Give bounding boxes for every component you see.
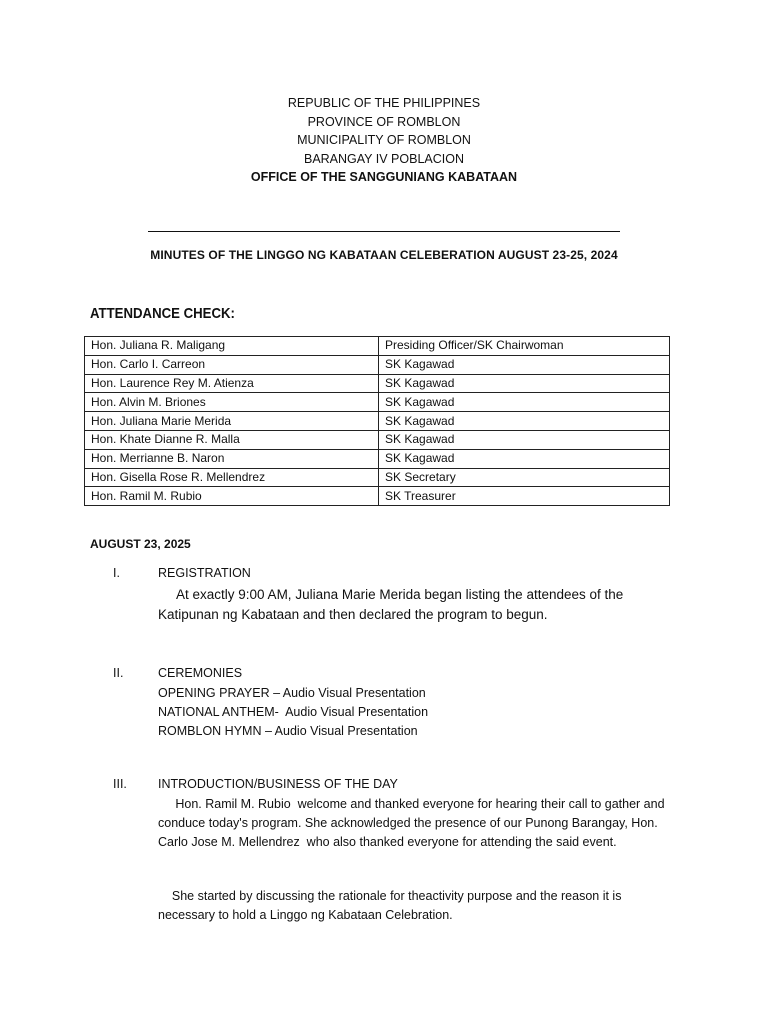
table-row [85,355,670,374]
attendee-position: SK Treasurer [379,487,670,506]
attendee-name: Hon. Merrianne B. Naron [85,449,379,468]
paragraph-line: She started by discussing the rationale for theactivity purpose and the reason it is [158,889,622,903]
attendee-name: Hon. Laurence Rey M. Atienza [85,374,379,393]
minutes-title: MINUTES OF THE LINGGO NG KABATAAN CELEBERATION AUGUST 23-25, 2024 [150,248,618,262]
attendee-position: SK Kagawad [379,412,670,431]
attendance-heading: ATTENDANCE CHECK: [90,305,235,322]
section-number: II. [113,666,124,680]
attendee-name: Hon. Gisella Rose R. Mellendrez [85,468,379,487]
section-number: I. [113,566,120,580]
table-row [85,393,670,412]
attendee-position: SK Kagawad [379,355,670,374]
letterhead-barangay: BARANGAY IV POBLACION [303,151,464,166]
paragraph-line: necessary to hold a Linggo ng Kabataan Celebration. [158,908,453,922]
attendee-position: SK Kagawad [379,393,670,412]
list-item: OPENING PRAYER – Audio Visual Presentation [158,686,426,700]
letterhead-province: PROVINCE OF ROMBLON [307,114,461,129]
attendee-position: SK Kagawad [379,449,670,468]
letterhead-country: REPUBLIC OF THE PHILIPPINES [287,96,481,110]
paragraph-line: Hon. Ramil M. Rubio welcome and thanked everyone for hearing their call to gather and [158,797,665,811]
rationale-paragraph [158,887,678,925]
section-number: III. [113,777,127,791]
registration-paragraph [158,585,678,625]
table-row [85,487,670,506]
date-heading: AUGUST 23, 2025 [90,537,191,551]
horizontal-rule [148,231,620,232]
paragraph-line: conduce today's program. She acknowledged the presence of our Punong Barangay, Hon. [158,816,658,830]
paragraph-line: Carlo Jose M. Mellendrez who also thanked everyone for attending the said event. [158,835,617,849]
table-row [85,374,670,393]
table-row [85,337,670,356]
list-item: ROMBLON HYMN – Audio Visual Presentation [158,724,418,738]
attendee-name: Hon. Khate Dianne R. Malla [85,430,379,449]
attendee-position: Presiding Officer/SK Chairwoman [379,337,670,356]
attendance-table [84,336,670,506]
attendee-position: SK Secretary [379,468,670,487]
letterhead [0,94,768,187]
attendee-position: SK Kagawad [379,430,670,449]
section-title: INTRODUCTION/BUSINESS OF THE DAY [158,777,398,791]
table-row [85,468,670,487]
table-row [85,412,670,431]
table-row [85,449,670,468]
letterhead-municipality: MUNICIPALITY OF ROMBLON [297,133,471,147]
attendee-name: Hon. Juliana R. Maligang [85,337,379,356]
attendee-position: SK Kagawad [379,374,670,393]
section-title: CEREMONIES [158,666,243,680]
attendee-name: Hon. Alvin M. Briones [85,393,379,412]
section-title: REGISTRATION [158,566,251,580]
introduction-paragraph [158,795,678,852]
letterhead-office: OFFICE OF THE SANGGUNIANG KABATAAN [250,170,518,184]
paragraph-line: Katipunan ng Kabataan and then declared the program to begun. [158,607,548,622]
attendee-name: Hon. Carlo I. Carreon [85,355,379,374]
attendee-name: Hon. Juliana Marie Merida [85,412,379,431]
list-item: NATIONAL ANTHEM- Audio Visual Presentation [158,705,429,719]
ceremonies-list [158,684,678,741]
paragraph-line: At exactly 9:00 AM, Juliana Marie Merida began listing the attendees of the [158,587,624,602]
attendee-name: Hon. Ramil M. Rubio [85,487,379,506]
table-row [85,430,670,449]
